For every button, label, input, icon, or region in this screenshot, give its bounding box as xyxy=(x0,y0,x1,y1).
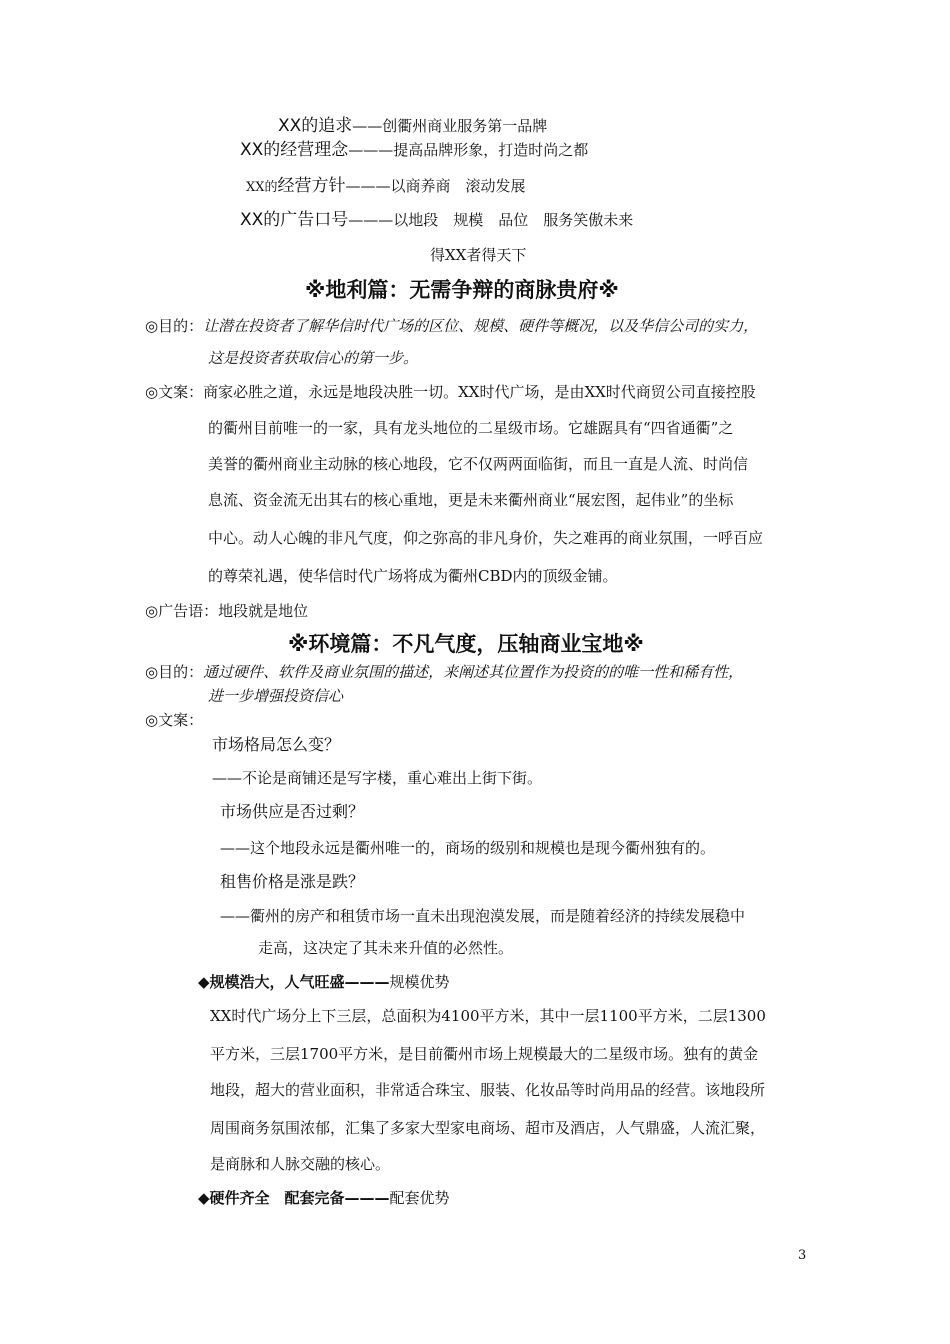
qa-question: 市场供应是否过剩？ xyxy=(220,802,365,821)
slogan-dash: —— xyxy=(352,117,383,135)
slogan-head-plain: XX的 xyxy=(246,180,278,195)
body-line: 是商脉和人脉交融的核心。 xyxy=(210,1155,391,1173)
section2-purpose xyxy=(145,662,743,682)
body-line: 周围商务氛围浓郁，汇集了多家大型家电商场、超市及酒店，人气鼎盛，人流汇聚， xyxy=(210,1119,766,1137)
purpose-line: 进一步增强投资信心 xyxy=(208,687,344,705)
section1-copy xyxy=(145,382,756,402)
copy-line: 的衢州目前唯一的一家，具有龙头地位的二星级市场。它雄踞具有“四省通衢”之 xyxy=(208,419,734,437)
qa-answer: ——衢州的房产和租赁市场一直未出现泡漠发展，而是随着经济的持续发展稳中 xyxy=(220,907,746,925)
section1-ad-line: ◎广告语：地段就是地位 xyxy=(145,602,309,620)
copy-line: 商家必胜之道，永远是地段决胜一切。XX时代广场，是由XX时代商贸公司直接控股 xyxy=(203,383,756,401)
copy-label: ◎文案： xyxy=(145,383,204,401)
body-line: 地段，超大的营业面积，非常适合珠宝、服装、化妆品等时尚用品的经营。该地段所 xyxy=(210,1081,766,1099)
purpose-line: 通过硬件、软件及商业氛围的描述，来阐述其位置作为投资的的唯一性和稀有性， xyxy=(203,663,744,681)
body-line: 平方米，三层1700平方米，是目前衢州市场上规模最大的二星级市场。独有的黄金 xyxy=(210,1045,759,1063)
copy-line: 美誉的衢州商业主动脉的核心地段，它不仅两两面临街，而且一直是人流、时尚信 xyxy=(208,455,749,473)
section1-purpose xyxy=(145,316,758,336)
section-title-location: ※地利篇：无需争辩的商脉贵府※ xyxy=(305,278,619,302)
section-title-environment: ※环境篇：不凡气度，压轴商业宝地※ xyxy=(288,632,644,656)
qa-answer: ——不论是商铺还是写字楼，重心难出上街下街。 xyxy=(212,769,543,787)
bullet-head: ◆硬件齐全 配套完备——— xyxy=(198,1189,390,1207)
bullet-facilities xyxy=(198,1188,450,1208)
slogan-head: XX的广告口号 xyxy=(240,210,349,230)
page-number: 3 xyxy=(798,1248,807,1263)
copy-line: 息流、资金流无出其右的核心重地，更是未来衢州商业“展宏图，起伟业”的坐标 xyxy=(208,491,734,509)
bullet-head: ◆规模浩大，人气旺盛——— xyxy=(198,973,390,991)
slogan-ad xyxy=(240,210,633,230)
slogan-policy xyxy=(246,176,526,198)
qa-answer: ——这个地段永远是衢州唯一的，商场的级别和规模也是现今衢州独有的。 xyxy=(220,839,716,857)
qa-question: 租售价格是涨是跌？ xyxy=(220,872,365,891)
slogan-dash: ——— xyxy=(348,211,394,229)
purpose-line: 这是投资者获取信心的第一步。 xyxy=(208,349,419,367)
slogan-philosophy xyxy=(240,140,588,160)
purpose-label: ◎目的： xyxy=(145,317,204,335)
copy-line: 的尊荣礼遇，使华信时代广场将成为衢州CBD内的顶级金铺。 xyxy=(208,567,618,585)
slogan-head: XX的经营理念 xyxy=(240,140,349,160)
slogan-pursuit xyxy=(278,116,547,136)
bullet-tail: 配套优势 xyxy=(389,1189,450,1207)
bullet-scale xyxy=(198,972,450,992)
slogan-text: 以商养商 滚动发展 xyxy=(390,177,526,195)
slogan-dash: ——— xyxy=(345,177,391,195)
body-line: XX时代广场分上下三层，总面积为4100平方米，其中一层1100平方米，二层1300 xyxy=(210,1007,766,1025)
bullet-tail: 规模优势 xyxy=(389,973,450,991)
slogan-head: XX的追求 xyxy=(278,116,353,136)
slogan-head: 经营方针 xyxy=(277,176,346,196)
slogan-tail: 得XX者得天下 xyxy=(430,246,527,264)
qa-answer: 走高，这决定了其未来升值的必然性。 xyxy=(258,939,514,957)
purpose-line: 让潜在投资者了解华信时代广场的区位、规模、硬件等概况，以及华信公司的实力， xyxy=(203,317,759,335)
slogan-text: 创衢州商业服务第一品牌 xyxy=(382,117,548,135)
copy-line: 中心。动人心魄的非凡气度，仰之弥高的非凡身价，失之难再的商业氛围，一呼百应 xyxy=(208,529,764,547)
slogan-text: 提高品牌形象，打造时尚之都 xyxy=(393,141,589,159)
section2-copy-label: ◎文案： xyxy=(145,711,204,729)
qa-question: 市场格局怎么变？ xyxy=(212,735,341,754)
slogan-dash: ——— xyxy=(348,141,394,159)
slogan-text: 以地段 规模 品位 服务笑傲未来 xyxy=(393,211,634,229)
purpose-label: ◎目的： xyxy=(145,663,204,681)
